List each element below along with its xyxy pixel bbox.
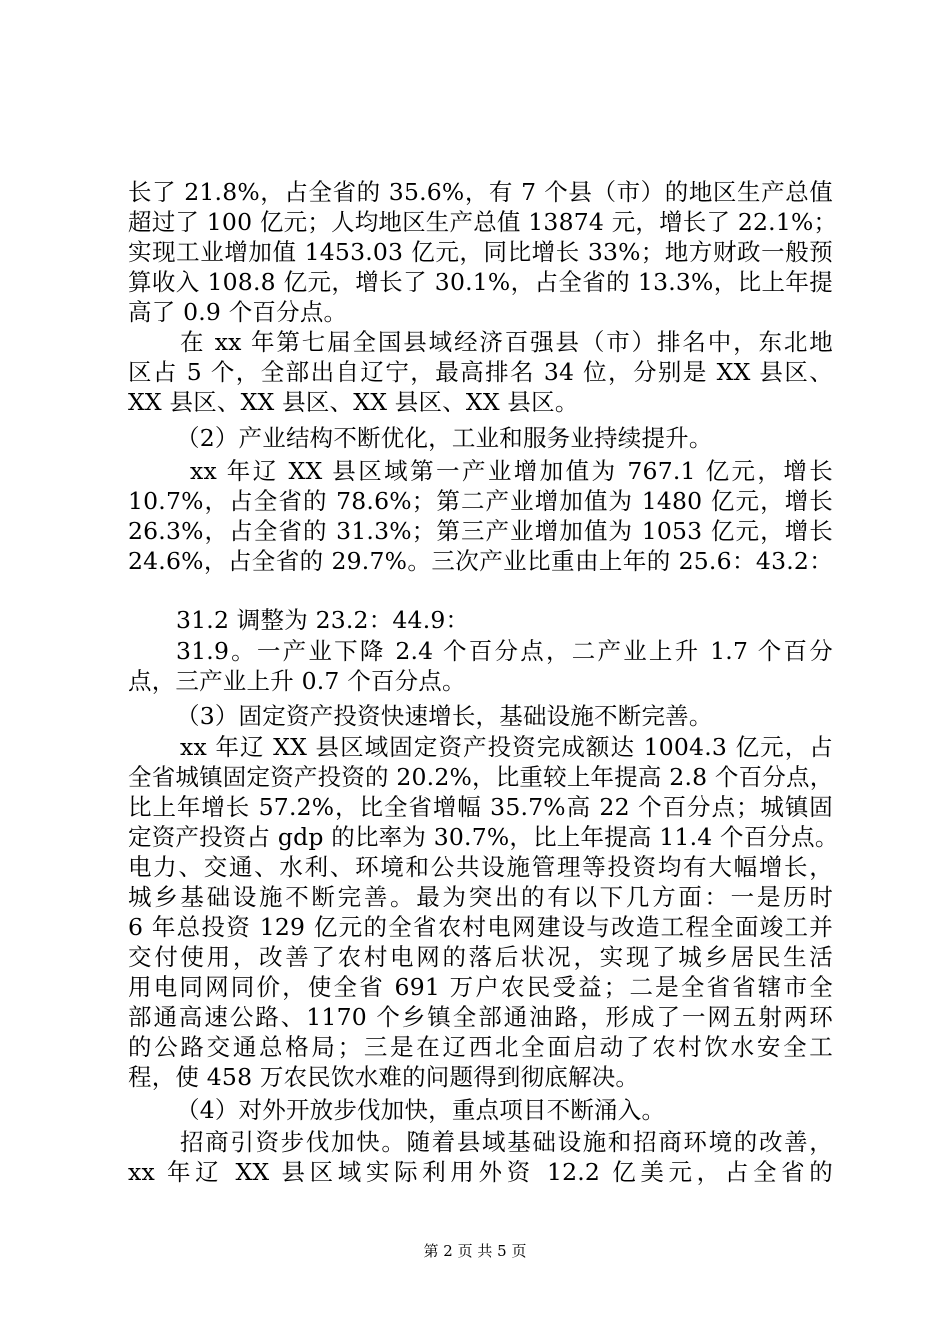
body-text-line: 31.2 调整为 23.2：44.9： [176, 606, 470, 634]
section-heading: （2）产业结构不断优化，工业和服务业持续提升。 [176, 424, 713, 452]
body-text-line: 的公路交通总格局；三是在辽西北全面启动了农村饮水安全工 [128, 1033, 833, 1061]
body-text-line: 交付使用，改善了农村电网的落后状况，实现了城乡居民生活 [128, 943, 833, 971]
body-text-line: 10.7%，占全省的 78.6%；第二产业增加值为 1480 亿元，增长 [128, 487, 833, 515]
paragraph-first-line: xx 年辽 XX 县区域固定资产投资完成额达 1004.3 亿元，占 [180, 733, 833, 761]
body-text-line: 用电同网同价，使全省 691 万户农民受益；二是全省省辖市全 [128, 973, 833, 1001]
body-text-line: 26.3%，占全省的 31.3%；第三产业增加值为 1053 亿元，增长 [128, 517, 833, 545]
body-text-line: 电力、交通、水利、环境和公共设施管理等投资均有大幅增长， [128, 853, 833, 881]
body-text-line: 程，使 458 万农民饮水难的问题得到彻底解决。 [128, 1063, 640, 1091]
paragraph-first-line: 在 xx 年第七届全国县域经济百强县（市）排名中，东北地 [180, 328, 833, 356]
section-heading: （3）固定资产投资快速增长，基础设施不断完善。 [176, 702, 713, 730]
body-text-line: 算收入 108.8 亿元，增长了 30.1%，占全省的 13.3%，比上年提 [128, 268, 833, 296]
body-text-line: XX 县区、XX 县区、XX 县区、XX 县区。 [128, 388, 579, 416]
section-heading: （4）对外开放步伐加快，重点项目不断涌入。 [176, 1096, 666, 1124]
body-text-line: 全省城镇固定资产投资的 20.2%，比重较上年提高 2.8 个百分点， [128, 763, 834, 791]
paragraph-first-line: xx 年辽 XX 县区域第一产业增加值为 767.1 亿元，增长 [190, 457, 833, 485]
body-text-line: xx 年辽 XX 县区域实际利用外资 12.2 亿美元，占全省的 [128, 1158, 833, 1186]
body-text-line: 定资产投资占 gdp 的比率为 30.7%，比上年提高 11.4 个百分点。 [128, 823, 839, 851]
body-text-line: 31.9。一产业下降 2.4 个百分点，二产业上升 1.7 个百分 [176, 637, 833, 665]
body-text-line: 城乡基础设施不断完善。最为突出的有以下几方面：一是历时 [128, 883, 833, 911]
body-text-line: 点，三产业上升 0.7 个百分点。 [128, 667, 466, 695]
page-footer: 第 2 页 共 5 页 [423, 1242, 527, 1260]
body-text-line: 比上年增长 57.2%，比全省增幅 35.7%高 22 个百分点；城镇固 [128, 793, 833, 821]
paragraph-first-line: 招商引资步伐加快。随着县域基础设施和招商环境的改善， [180, 1128, 833, 1156]
body-text-line: 区占 5 个，全部出自辽宁，最高排名 34 位，分别是 XX 县区、 [128, 358, 833, 386]
body-text-line: 24.6%，占全省的 29.7%。三次产业比重由上年的 25.6：43.2： [128, 547, 833, 575]
body-text-line: 部通高速公路、1170 个乡镇全部通油路，形成了一网五射两环 [128, 1003, 833, 1031]
body-text-line: 高了 0.9 个百分点。 [128, 298, 348, 326]
body-text-line: 6 年总投资 129 亿元的全省农村电网建设与改造工程全面竣工并 [128, 913, 833, 941]
body-text-line: 超过了 100 亿元；人均地区生产总值 13874 元，增长了 22.1%； [128, 208, 838, 236]
body-text-line: 实现工业增加值 1453.03 亿元，同比增长 33%；地方财政一般预 [128, 238, 833, 266]
body-text-line: 长了 21.8%，占全省的 35.6%，有 7 个县（市）的地区生产总值 [128, 178, 833, 206]
